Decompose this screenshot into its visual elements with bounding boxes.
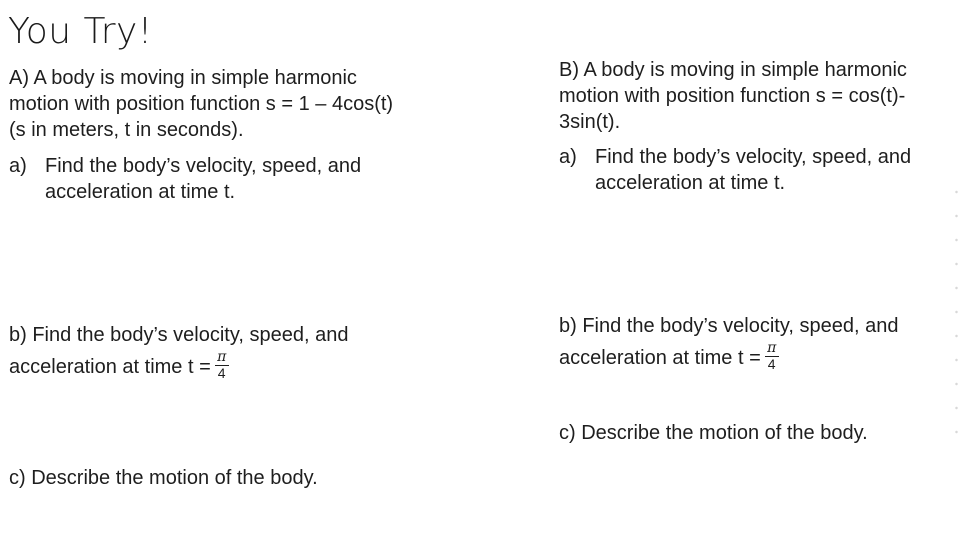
problem-a-part-c: c) Describe the motion of the body. xyxy=(9,467,318,489)
problem-b-part-a xyxy=(559,144,954,196)
fraction-denominator: 4 xyxy=(765,356,779,372)
problem-b-intro xyxy=(559,57,954,135)
edge-dots-decoration xyxy=(955,180,958,440)
fraction-denominator: 4 xyxy=(215,365,229,381)
fraction-numerator: π xyxy=(767,340,777,356)
part-b-line: b) Find the body’s velocity, speed, and xyxy=(559,315,899,337)
pi-over-four-fraction xyxy=(765,341,779,372)
slide-title: You Try! xyxy=(8,11,153,52)
part-a-line: Find the body’s velocity, speed, and xyxy=(45,155,362,177)
part-b-text: acceleration at time t = xyxy=(9,355,211,378)
problem-a-intro-line: (s in meters, t in seconds). xyxy=(9,119,244,141)
pi-over-four-fraction xyxy=(215,350,229,381)
problem-b-intro-line: motion with position function s = cos(t)- xyxy=(559,85,906,107)
problem-a-intro-line: motion with position function s = 1 – 4cos(t) xyxy=(9,93,394,115)
problem-b-intro-line: 3sin(t). xyxy=(559,111,621,133)
part-a-label: a) xyxy=(559,146,577,168)
part-a-line: acceleration at time t. xyxy=(595,172,786,194)
part-b-text: acceleration at time t = xyxy=(559,346,761,369)
problem-a-part-a xyxy=(9,153,449,205)
problem-a-intro-line: A) A body is moving in simple harmonic xyxy=(9,67,357,89)
part-b-line xyxy=(9,349,449,383)
part-b-line: b) Find the body’s velocity, speed, and xyxy=(9,324,349,346)
problem-b-part-c: c) Describe the motion of the body. xyxy=(559,422,868,444)
part-b-line xyxy=(559,340,954,374)
problem-b-intro-line: B) A body is moving in simple harmonic xyxy=(559,59,907,81)
problem-a-intro xyxy=(9,65,449,143)
part-a-line: acceleration at time t. xyxy=(45,181,236,203)
problem-b-part-b xyxy=(559,313,954,374)
problem-a-part-b xyxy=(9,322,449,383)
fraction-numerator: π xyxy=(217,349,227,365)
part-a-label: a) xyxy=(9,155,27,177)
part-a-line: Find the body’s velocity, speed, and xyxy=(595,146,912,168)
